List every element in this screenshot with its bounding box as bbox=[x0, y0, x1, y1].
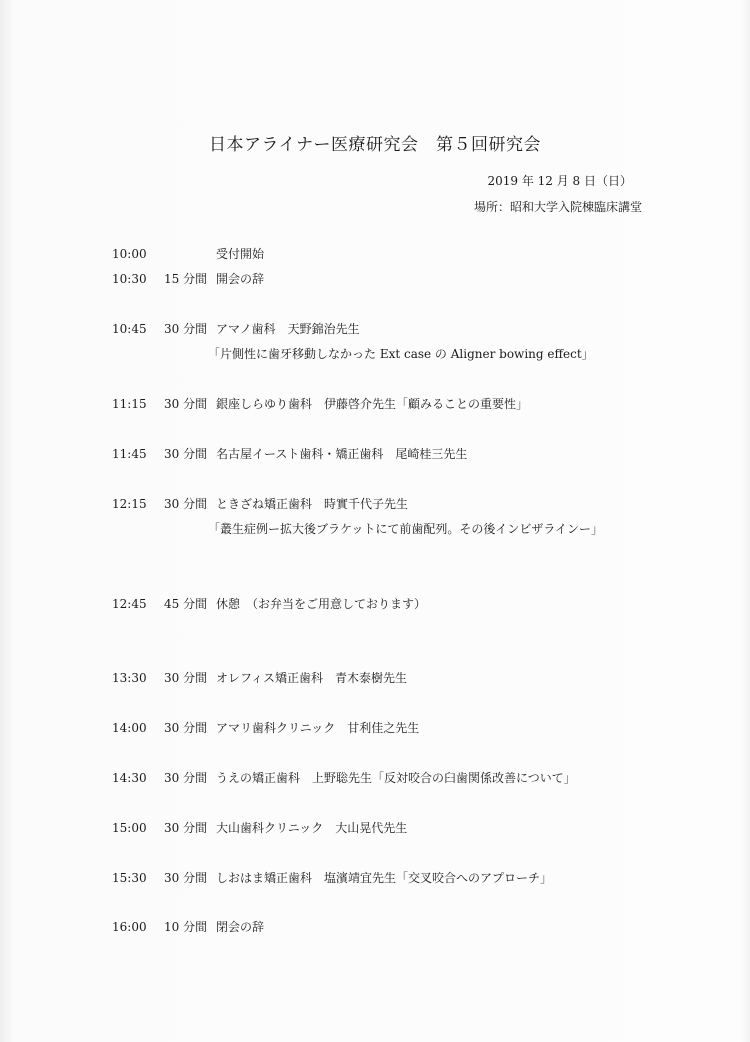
schedule-row-7 bbox=[112, 596, 426, 612]
schedule-duration: 30 分間 bbox=[164, 821, 208, 835]
schedule-text: うえの矯正歯科 上野聡先生「反対咬合の臼歯関係改善について」 bbox=[216, 771, 576, 785]
schedule-subtitle-3: 「片側性に歯牙移動しなかった Ext case の Aligner bowing effect」 bbox=[208, 347, 594, 361]
schedule-row-5 bbox=[112, 446, 467, 462]
schedule-row-1 bbox=[112, 246, 264, 262]
schedule-row-6 bbox=[112, 496, 408, 512]
schedule-duration: 45 分間 bbox=[164, 597, 208, 611]
schedule-duration: 30 分間 bbox=[164, 671, 208, 685]
schedule-row-8 bbox=[112, 670, 407, 686]
schedule-time: 10:00 bbox=[112, 247, 147, 261]
schedule-text: 大山歯科クリニック 大山晃代先生 bbox=[216, 821, 408, 835]
schedule-time: 12:15 bbox=[112, 497, 147, 511]
schedule-text: 受付開始 bbox=[216, 247, 265, 261]
schedule-row-9 bbox=[112, 720, 419, 736]
schedule-time: 11:45 bbox=[112, 447, 147, 461]
schedule-text: アマノ歯科 天野錦治先生 bbox=[216, 322, 360, 336]
schedule-duration: 30 分間 bbox=[164, 771, 208, 785]
schedule-duration: 30 分間 bbox=[164, 447, 208, 461]
schedule-text: 閉会の辞 bbox=[216, 920, 265, 934]
schedule-row-2 bbox=[112, 271, 264, 287]
schedule-time: 12:45 bbox=[112, 597, 147, 611]
schedule-time: 14:00 bbox=[112, 721, 147, 735]
schedule-duration: 30 分間 bbox=[164, 497, 208, 511]
schedule-text: 銀座しらゆり歯科 伊藤啓介先生「顧みることの重要性」 bbox=[216, 397, 529, 411]
schedule-text: オレフィス矯正歯科 青木泰樹先生 bbox=[216, 671, 408, 685]
schedule-time: 10:30 bbox=[112, 272, 147, 286]
schedule-subtitle-6: 「叢生症例ー拡大後ブラケットにて前歯配列。その後インビザラインー」 bbox=[208, 522, 604, 536]
schedule-duration: 30 分間 bbox=[164, 397, 208, 411]
schedule-row-11 bbox=[112, 820, 407, 836]
schedule-row-12 bbox=[112, 870, 552, 886]
schedule-duration: 30 分間 bbox=[164, 322, 208, 336]
schedule-time: 10:45 bbox=[112, 322, 147, 336]
schedule-time: 13:30 bbox=[112, 671, 147, 685]
schedule-text: 休憩 （お弁当をご用意しております） bbox=[216, 597, 427, 611]
schedule-text: ときざね矯正歯科 時實千代子先生 bbox=[216, 497, 409, 511]
schedule-time: 15:30 bbox=[112, 871, 147, 885]
schedule-row-13 bbox=[112, 919, 264, 935]
schedule-row-10 bbox=[112, 770, 576, 786]
schedule-time: 14:30 bbox=[112, 771, 147, 785]
document-title: 日本アライナー医療研究会 第５回研究会 bbox=[209, 135, 541, 155]
schedule-row-3 bbox=[112, 321, 360, 337]
event-venue: 場所：昭和大学入院棟臨床講堂 bbox=[473, 200, 642, 214]
schedule-duration: 10 分間 bbox=[164, 920, 208, 934]
schedule-text: 名古屋イースト歯科・矯正歯科 尾崎桂三先生 bbox=[216, 447, 468, 461]
schedule-text: アマリ歯科クリニック 甘利佳之先生 bbox=[216, 721, 420, 735]
schedule-time: 11:15 bbox=[112, 397, 147, 411]
schedule-time: 16:00 bbox=[112, 920, 147, 934]
event-date: 2019 年 12 月 8 日（日） bbox=[487, 174, 632, 188]
schedule-text: しおはま矯正歯科 塩濱靖宜先生「交叉咬合へのアプローチ」 bbox=[216, 871, 553, 885]
schedule-text: 開会の辞 bbox=[216, 272, 265, 286]
schedule-time: 15:00 bbox=[112, 821, 147, 835]
schedule-duration: 30 分間 bbox=[164, 721, 208, 735]
schedule-duration: 30 分間 bbox=[164, 871, 208, 885]
schedule-row-4 bbox=[112, 396, 528, 412]
schedule-duration: 15 分間 bbox=[164, 272, 208, 286]
